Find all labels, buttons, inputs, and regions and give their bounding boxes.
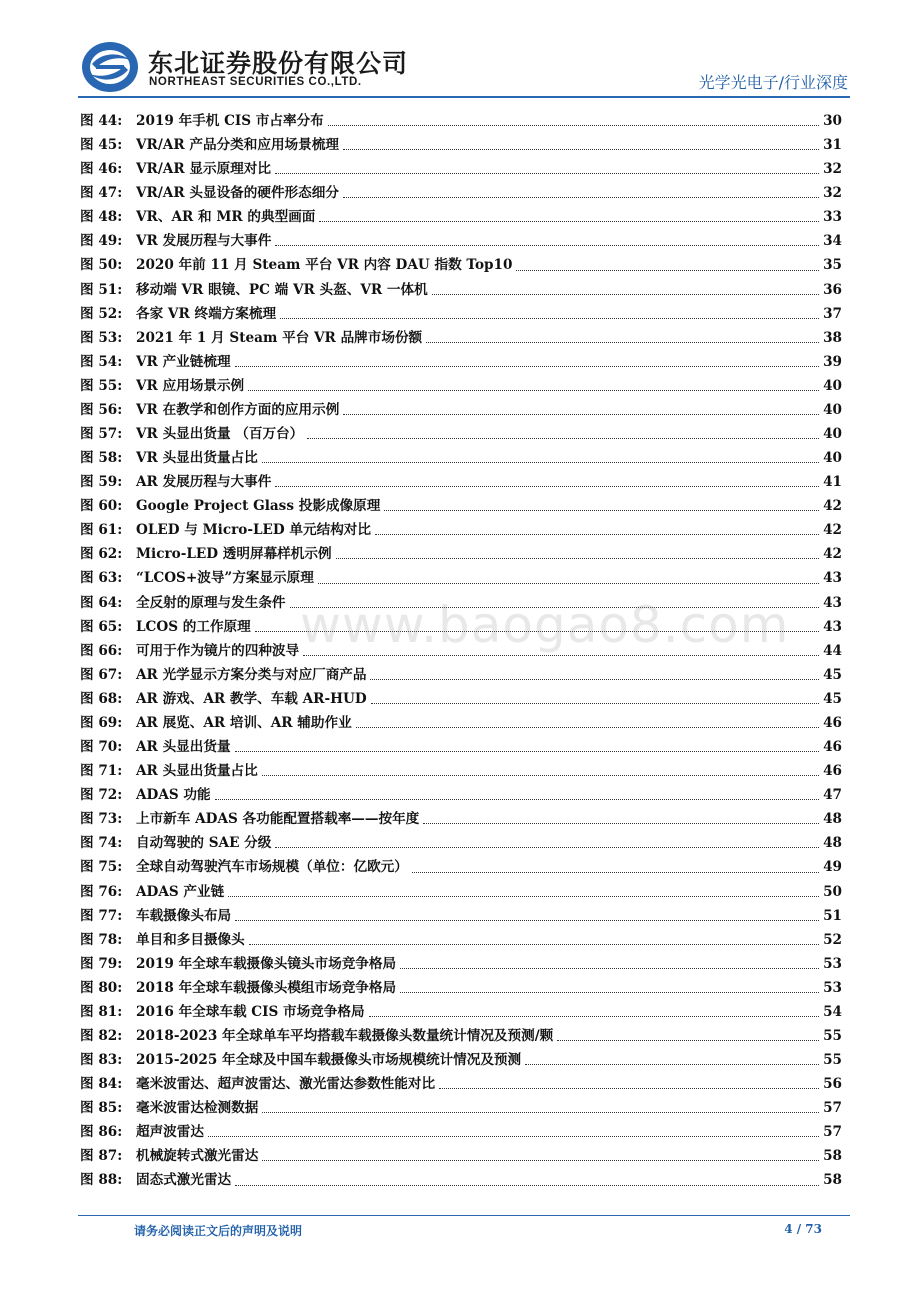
toc-page-number[interactable]: 46 (823, 714, 842, 731)
toc-dot-leader (303, 654, 819, 656)
toc-entry[interactable] (80, 1048, 842, 1072)
toc-dot-leader (432, 293, 819, 295)
toc-figure-number: 图 77: (80, 907, 123, 924)
toc-page-number[interactable]: 30 (823, 113, 842, 129)
toc-figure-title[interactable]: VR/AR 头显设备的硬件形态细分 (136, 185, 339, 202)
toc-entry[interactable] (80, 1096, 842, 1120)
toc-figure-number: 图 74: (80, 835, 123, 852)
toc-figure-title[interactable]: 移动端 VR 眼镜、PC 端 VR 头盔、VR 一体机 (136, 281, 428, 298)
toc-entry[interactable] (80, 1072, 842, 1096)
toc-dot-leader (262, 774, 819, 776)
toc-dot-leader (375, 533, 819, 535)
toc-dot-leader (275, 485, 819, 487)
toc-entry[interactable] (80, 952, 842, 976)
toc-figure-title[interactable]: VR/AR 产品分类和应用场景梳理 (136, 137, 339, 154)
toc-page-number[interactable]: 51 (823, 907, 842, 924)
toc-figure-title[interactable]: 单目和多目摄像头 (136, 931, 245, 948)
toc-entry[interactable] (80, 398, 842, 422)
toc-dot-leader (384, 509, 819, 511)
toc-dot-leader (370, 678, 819, 680)
figure-list (80, 109, 842, 1193)
toc-figure-number: 图 54: (80, 353, 123, 370)
toc-entry[interactable] (80, 109, 842, 133)
toc-figure-number: 图 88: (80, 1172, 123, 1189)
toc-dot-leader (356, 726, 819, 728)
toc-page-number[interactable]: 39 (823, 353, 842, 370)
toc-figure-title[interactable]: LCOS 的工作原理 (136, 618, 251, 635)
toc-figure-title[interactable]: VR、AR 和 MR 的典型画面 (136, 209, 316, 226)
toc-page-number[interactable]: 45 (823, 666, 842, 683)
toc-figure-number: 图 70: (80, 739, 123, 756)
toc-dot-leader (275, 244, 819, 246)
toc-entry[interactable] (80, 470, 842, 494)
toc-figure-title[interactable]: 各家 VR 终端方案梳理 (136, 305, 277, 322)
toc-page-number[interactable]: 55 (823, 1052, 842, 1069)
toc-page-number[interactable]: 43 (823, 618, 842, 635)
toc-figure-title[interactable]: 上市新车 ADAS 各功能配置搭载率——按年度 (136, 811, 420, 828)
toc-page-number[interactable]: 40 (823, 426, 842, 443)
toc-figure-number: 图 55: (80, 377, 123, 394)
toc-dot-leader (280, 317, 819, 319)
toc-entry[interactable] (80, 928, 842, 952)
toc-dot-leader (343, 196, 819, 198)
toc-dot-leader (235, 1184, 819, 1186)
toc-figure-title[interactable]: VR 在教学和创作方面的应用示例 (136, 401, 340, 418)
northeast-securities-logo-icon (80, 40, 140, 94)
toc-figure-title[interactable]: 2019 年手机 CIS 市占率分布 (136, 113, 324, 129)
toc-page-number[interactable]: 32 (823, 161, 842, 178)
toc-dot-leader (525, 1063, 819, 1065)
toc-entry[interactable] (80, 181, 842, 205)
toc-dot-leader (290, 606, 820, 608)
toc-figure-title[interactable]: VR 发展历程与大事件 (136, 233, 272, 250)
toc-entry[interactable] (80, 1120, 842, 1144)
toc-figure-number: 图 79: (80, 955, 123, 972)
toc-figure-number: 图 48: (80, 209, 123, 226)
toc-figure-number: 图 62: (80, 546, 123, 563)
toc-figure-title[interactable]: VR 头显出货量占比 (136, 450, 258, 467)
toc-entry[interactable] (80, 735, 842, 759)
toc-figure-title[interactable]: 2021 年 1 月 Steam 平台 VR 品牌市场份额 (136, 329, 423, 346)
toc-dot-leader (319, 220, 819, 222)
toc-figure-number: 图 73: (80, 811, 123, 828)
toc-entry[interactable] (80, 1168, 842, 1192)
toc-figure-title[interactable]: 2020 年前 11 月 Steam 平台 VR 内容 DAU 指数 Top10 (136, 257, 513, 274)
toc-entry[interactable] (80, 157, 842, 181)
toc-dot-leader (275, 172, 819, 174)
toc-figure-title[interactable]: VR/AR 显示原理对比 (136, 161, 271, 178)
toc-figure-title[interactable]: 超声波雷达 (136, 1124, 204, 1141)
toc-dot-leader (235, 919, 819, 921)
toc-page-number[interactable]: 43 (823, 594, 842, 611)
toc-dot-leader (208, 1135, 819, 1137)
toc-page-number[interactable]: 57 (823, 1124, 842, 1141)
toc-page-number[interactable]: 33 (823, 209, 842, 226)
toc-figure-title[interactable]: AR 游戏、AR 教学、车载 AR-HUD (136, 690, 367, 707)
toc-entry[interactable] (80, 326, 842, 350)
footer-disclaimer: 请务必阅读正文后的声明及说明 (134, 1224, 303, 1238)
toc-entry[interactable] (80, 302, 842, 326)
toc-dot-leader (262, 461, 819, 463)
toc-dot-leader (228, 895, 819, 897)
toc-figure-number: 图 50: (80, 257, 123, 274)
toc-entry[interactable] (80, 831, 842, 855)
toc-entry[interactable] (80, 518, 842, 542)
toc-figure-title[interactable]: 2018 年全球车载摄像头模组市场竞争格局 (136, 979, 397, 996)
toc-dot-leader (249, 943, 819, 945)
header-divider (78, 96, 850, 98)
toc-page-number[interactable]: 48 (823, 835, 842, 852)
toc-figure-title[interactable]: 毫米波雷达检测数据 (136, 1100, 259, 1117)
toc-page-number[interactable]: 43 (823, 570, 842, 587)
toc-figure-number: 图 63: (80, 570, 123, 587)
toc-figure-number: 图 58: (80, 450, 123, 467)
toc-dot-leader (371, 702, 819, 704)
toc-figure-title[interactable]: 毫米波雷达、超声波雷达、激光雷达参数性能对比 (136, 1076, 436, 1093)
toc-entry[interactable] (80, 542, 842, 566)
toc-page-number[interactable]: 40 (823, 450, 842, 467)
toc-dot-leader (439, 1087, 819, 1089)
toc-page-number[interactable]: 42 (823, 522, 842, 539)
toc-figure-number: 图 57: (80, 426, 123, 443)
toc-entry[interactable] (80, 422, 842, 446)
toc-dot-leader (343, 413, 819, 415)
toc-figure-number: 图 51: (80, 281, 123, 298)
toc-figure-title[interactable]: 车载摄像头布局 (136, 907, 232, 924)
toc-dot-leader (235, 365, 820, 367)
toc-dot-leader (255, 630, 819, 632)
toc-figure-title[interactable]: OLED 与 Micro-LED 单元结构对比 (136, 522, 371, 539)
toc-figure-number: 图 44: (80, 113, 123, 129)
toc-figure-title[interactable]: 自动驾驶的 SAE 分级 (136, 835, 272, 852)
toc-figure-title[interactable]: 2016 年全球车载 CIS 市场竞争格局 (136, 1003, 365, 1020)
toc-page-number[interactable]: 53 (823, 955, 842, 972)
toc-page-number[interactable]: 48 (823, 811, 842, 828)
toc-page-number[interactable]: 56 (823, 1076, 842, 1093)
toc-page-number[interactable]: 46 (823, 739, 842, 756)
toc-entry[interactable] (80, 711, 842, 735)
toc-dot-leader (248, 389, 819, 391)
report-category: 光学光电子/行业深度 (698, 73, 848, 92)
toc-figure-number: 图 45: (80, 137, 123, 154)
toc-figure-number: 图 52: (80, 305, 123, 322)
toc-entry[interactable] (80, 663, 842, 687)
toc-figure-number: 图 75: (80, 859, 123, 876)
company-name-cn: 东北证券股份有限公司 (148, 49, 409, 78)
toc-figure-number: 图 69: (80, 714, 123, 731)
toc-dot-leader (412, 871, 819, 873)
toc-page-number[interactable]: 49 (823, 859, 842, 876)
toc-entry[interactable] (80, 783, 842, 807)
toc-figure-number: 图 85: (80, 1100, 123, 1117)
toc-figure-number: 图 61: (80, 522, 123, 539)
toc-figure-title[interactable]: 2018-2023 年全球单车平均搭载车载摄像头数量统计情况及预测/颗 (136, 1027, 554, 1044)
toc-figure-title[interactable]: AR 光学显示方案分类与对应厂商产品 (136, 666, 367, 683)
toc-entry[interactable] (80, 494, 842, 518)
toc-figure-title[interactable]: VR 产业链梳理 (136, 353, 231, 370)
toc-entry[interactable] (80, 374, 842, 398)
toc-page-number[interactable]: 42 (823, 546, 842, 563)
toc-entry[interactable] (80, 350, 842, 374)
page-header (0, 0, 920, 100)
toc-page-number[interactable]: 40 (823, 401, 842, 418)
toc-page-number[interactable]: 58 (823, 1148, 842, 1165)
toc-figure-number: 图 76: (80, 883, 123, 900)
toc-dot-leader (318, 582, 819, 584)
toc-entry[interactable] (80, 229, 842, 253)
toc-entry[interactable] (80, 1024, 842, 1048)
toc-dot-leader (400, 991, 819, 993)
toc-page-number[interactable]: 46 (823, 763, 842, 780)
toc-figure-number: 图 81: (80, 1003, 123, 1020)
toc-entry[interactable] (80, 615, 842, 639)
toc-figure-title[interactable]: VR 头显出货量 （百万台） (136, 426, 304, 443)
toc-dot-leader (557, 1039, 819, 1041)
toc-figure-number: 图 46: (80, 161, 123, 178)
toc-page-number[interactable]: 57 (823, 1100, 842, 1117)
toc-entry[interactable] (80, 976, 842, 1000)
toc-page-number[interactable]: 36 (823, 281, 842, 298)
toc-dot-leader (423, 822, 819, 824)
toc-dot-leader (336, 557, 820, 559)
toc-entry[interactable] (80, 278, 842, 302)
footer-page-number: 4 / 73 (784, 1222, 822, 1236)
toc-figure-title[interactable]: AR 发展历程与大事件 (136, 474, 272, 491)
toc-figure-number: 图 68: (80, 690, 123, 707)
toc-entry[interactable] (80, 759, 842, 783)
toc-figure-number: 图 83: (80, 1052, 123, 1069)
toc-page-number[interactable]: 55 (823, 1027, 842, 1044)
toc-figure-number: 图 71: (80, 763, 123, 780)
toc-dot-leader (426, 341, 819, 343)
toc-figure-title[interactable]: 可用于作为镜片的四种波导 (136, 642, 300, 659)
toc-figure-number: 图 53: (80, 329, 123, 346)
toc-page-number[interactable]: 41 (823, 474, 842, 491)
toc-entry[interactable] (80, 1144, 842, 1168)
toc-figure-number: 图 67: (80, 666, 123, 683)
toc-entry[interactable] (80, 880, 842, 904)
toc-entry[interactable] (80, 904, 842, 928)
toc-dot-leader (328, 124, 819, 126)
toc-figure-title[interactable]: AR 展览、AR 培训、AR 辅助作业 (136, 714, 352, 731)
toc-figure-title[interactable]: 全反射的原理与发生条件 (136, 594, 286, 611)
toc-dot-leader (215, 798, 819, 800)
toc-page-number[interactable]: 34 (823, 233, 842, 250)
toc-figure-number: 图 65: (80, 618, 123, 635)
toc-page-number[interactable]: 50 (823, 883, 842, 900)
company-name-en: NORTHEAST SECURITIES CO.,LTD. (149, 76, 362, 88)
toc-page-number[interactable]: 31 (823, 137, 842, 154)
toc-figure-number: 图 80: (80, 979, 123, 996)
toc-dot-leader (343, 148, 819, 150)
toc-page-number[interactable]: 54 (823, 1003, 842, 1020)
toc-entry[interactable] (80, 205, 842, 229)
toc-entry[interactable] (80, 1000, 842, 1024)
toc-figure-title[interactable]: VR 应用场景示例 (136, 377, 245, 394)
toc-dot-leader (369, 1015, 820, 1017)
footer-divider (78, 1215, 850, 1216)
toc-figure-number: 图 56: (80, 401, 123, 418)
toc-dot-leader (400, 967, 819, 969)
toc-figure-title[interactable]: “LCOS+波导”方案显示原理 (136, 570, 314, 587)
toc-page-number[interactable]: 47 (823, 787, 842, 804)
toc-entry[interactable] (80, 253, 842, 277)
toc-figure-title[interactable]: 2019 年全球车载摄像头镜头市场竞争格局 (136, 955, 397, 972)
toc-figure-number: 图 86: (80, 1124, 123, 1141)
toc-entry[interactable] (80, 591, 842, 615)
toc-figure-title[interactable]: ADAS 产业链 (136, 883, 225, 900)
toc-entry[interactable] (80, 639, 842, 663)
toc-figure-title[interactable]: Micro-LED 透明屏幕样机示例 (136, 546, 332, 563)
toc-page-number[interactable]: 44 (823, 642, 842, 659)
toc-entry[interactable] (80, 855, 842, 879)
toc-figure-number: 图 72: (80, 787, 123, 804)
toc-page-number[interactable]: 40 (823, 377, 842, 394)
toc-page-number[interactable]: 45 (823, 690, 842, 707)
toc-figure-title[interactable]: ADAS 功能 (136, 787, 211, 804)
toc-figure-number: 图 64: (80, 594, 123, 611)
toc-figure-number: 图 66: (80, 642, 123, 659)
toc-figure-number: 图 78: (80, 931, 123, 948)
toc-figure-title[interactable]: AR 头显出货量 (136, 739, 231, 756)
toc-entry[interactable] (80, 807, 842, 831)
toc-figure-number: 图 59: (80, 474, 123, 491)
toc-page-number[interactable]: 32 (823, 185, 842, 202)
toc-entry[interactable] (80, 687, 842, 711)
toc-figure-title[interactable]: Google Project Glass 投影成像原理 (136, 498, 381, 515)
toc-dot-leader (262, 1111, 819, 1113)
toc-page-number[interactable]: 53 (823, 979, 842, 996)
toc-entry[interactable] (80, 566, 842, 590)
toc-dot-leader (235, 750, 820, 752)
toc-figure-title[interactable]: 全球自动驾驶汽车市场规模（单位：亿欧元） (136, 859, 408, 876)
toc-figure-number: 图 49: (80, 233, 123, 250)
toc-page-number[interactable]: 35 (823, 257, 842, 274)
toc-dot-leader (516, 269, 819, 271)
toc-figure-number: 图 82: (80, 1027, 123, 1044)
toc-figure-number: 图 84: (80, 1076, 123, 1093)
toc-page-number[interactable]: 37 (823, 305, 842, 322)
toc-entry[interactable] (80, 446, 842, 470)
toc-dot-leader (307, 437, 819, 439)
toc-figure-number: 图 60: (80, 498, 123, 515)
toc-dot-leader (275, 846, 819, 848)
toc-page-number[interactable]: 38 (823, 329, 842, 346)
toc-figure-title[interactable]: AR 头显出货量占比 (136, 763, 258, 780)
toc-page-number[interactable]: 42 (823, 498, 842, 515)
watermark: www.baogao8.com (300, 596, 790, 654)
toc-dot-leader (262, 1159, 819, 1161)
toc-figure-number: 图 87: (80, 1148, 123, 1165)
toc-figure-number: 图 47: (80, 185, 123, 202)
toc-page-number[interactable]: 52 (823, 931, 842, 948)
toc-page-number[interactable]: 58 (823, 1172, 842, 1189)
toc-entry[interactable] (80, 133, 842, 157)
toc-figure-title[interactable]: 2015-2025 年全球及中国车载摄像头市场规模统计情况及预测 (136, 1052, 522, 1069)
toc-figure-title[interactable]: 固态式激光雷达 (136, 1172, 232, 1189)
toc-figure-title[interactable]: 机械旋转式激光雷达 (136, 1148, 259, 1165)
